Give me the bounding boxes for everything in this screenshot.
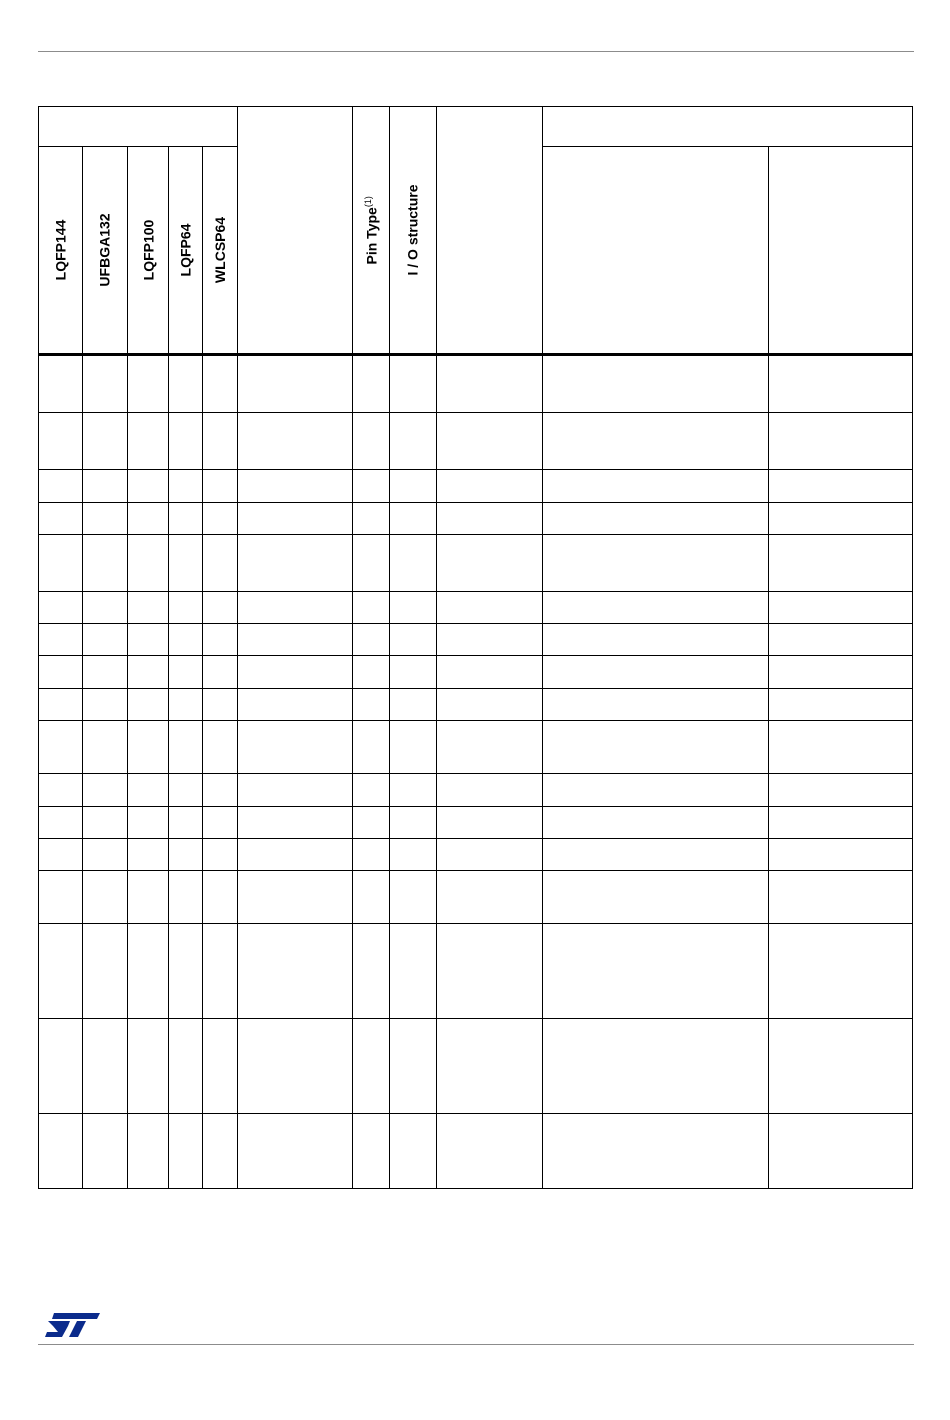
header-lqfp64 <box>169 147 202 353</box>
row-divider <box>38 502 913 503</box>
row-divider <box>38 623 913 624</box>
row-divider <box>38 591 913 592</box>
footer-rule <box>38 1344 914 1345</box>
header-pin-type-label: Pin Type <box>363 206 380 265</box>
row-divider <box>38 773 913 774</box>
row-divider <box>38 838 913 839</box>
header-ufbga132 <box>83 147 127 353</box>
row-divider <box>38 655 913 656</box>
row-divider <box>38 720 913 721</box>
row-divider <box>38 870 913 871</box>
header-bottom-rule <box>38 353 913 356</box>
row-divider <box>38 688 913 689</box>
header-wlcsp64-label: WLCSP64 <box>212 216 228 284</box>
col-divider <box>768 146 769 1189</box>
header-ufbga132-label: UFBGA132 <box>97 213 114 287</box>
row-divider <box>38 1018 913 1019</box>
header-wlcsp64 <box>203 147 237 353</box>
header-divider-functions <box>542 146 913 147</box>
header-pin-type <box>353 107 389 353</box>
header-lqfp64-label: LQFP64 <box>177 223 194 277</box>
col-divider <box>436 106 437 1189</box>
row-divider <box>38 469 913 470</box>
header-io-structure <box>390 107 436 353</box>
col-divider <box>542 106 543 1189</box>
header-lqfp100 <box>128 147 168 353</box>
row-divider <box>38 534 913 535</box>
header-pin-type-footnote: (1) <box>362 195 373 207</box>
row-divider <box>38 923 913 924</box>
row-divider <box>38 1113 913 1114</box>
row-divider <box>38 412 913 413</box>
st-logo <box>44 1310 102 1340</box>
row-divider <box>38 806 913 807</box>
header-rule <box>38 51 914 52</box>
header-io-structure-label: I / O structure <box>405 184 421 276</box>
col-divider <box>237 106 238 1189</box>
header-lqfp144-label: LQFP144 <box>52 219 69 281</box>
header-lqfp100-label: LQFP100 <box>140 219 157 281</box>
header-lqfp144 <box>38 147 82 353</box>
